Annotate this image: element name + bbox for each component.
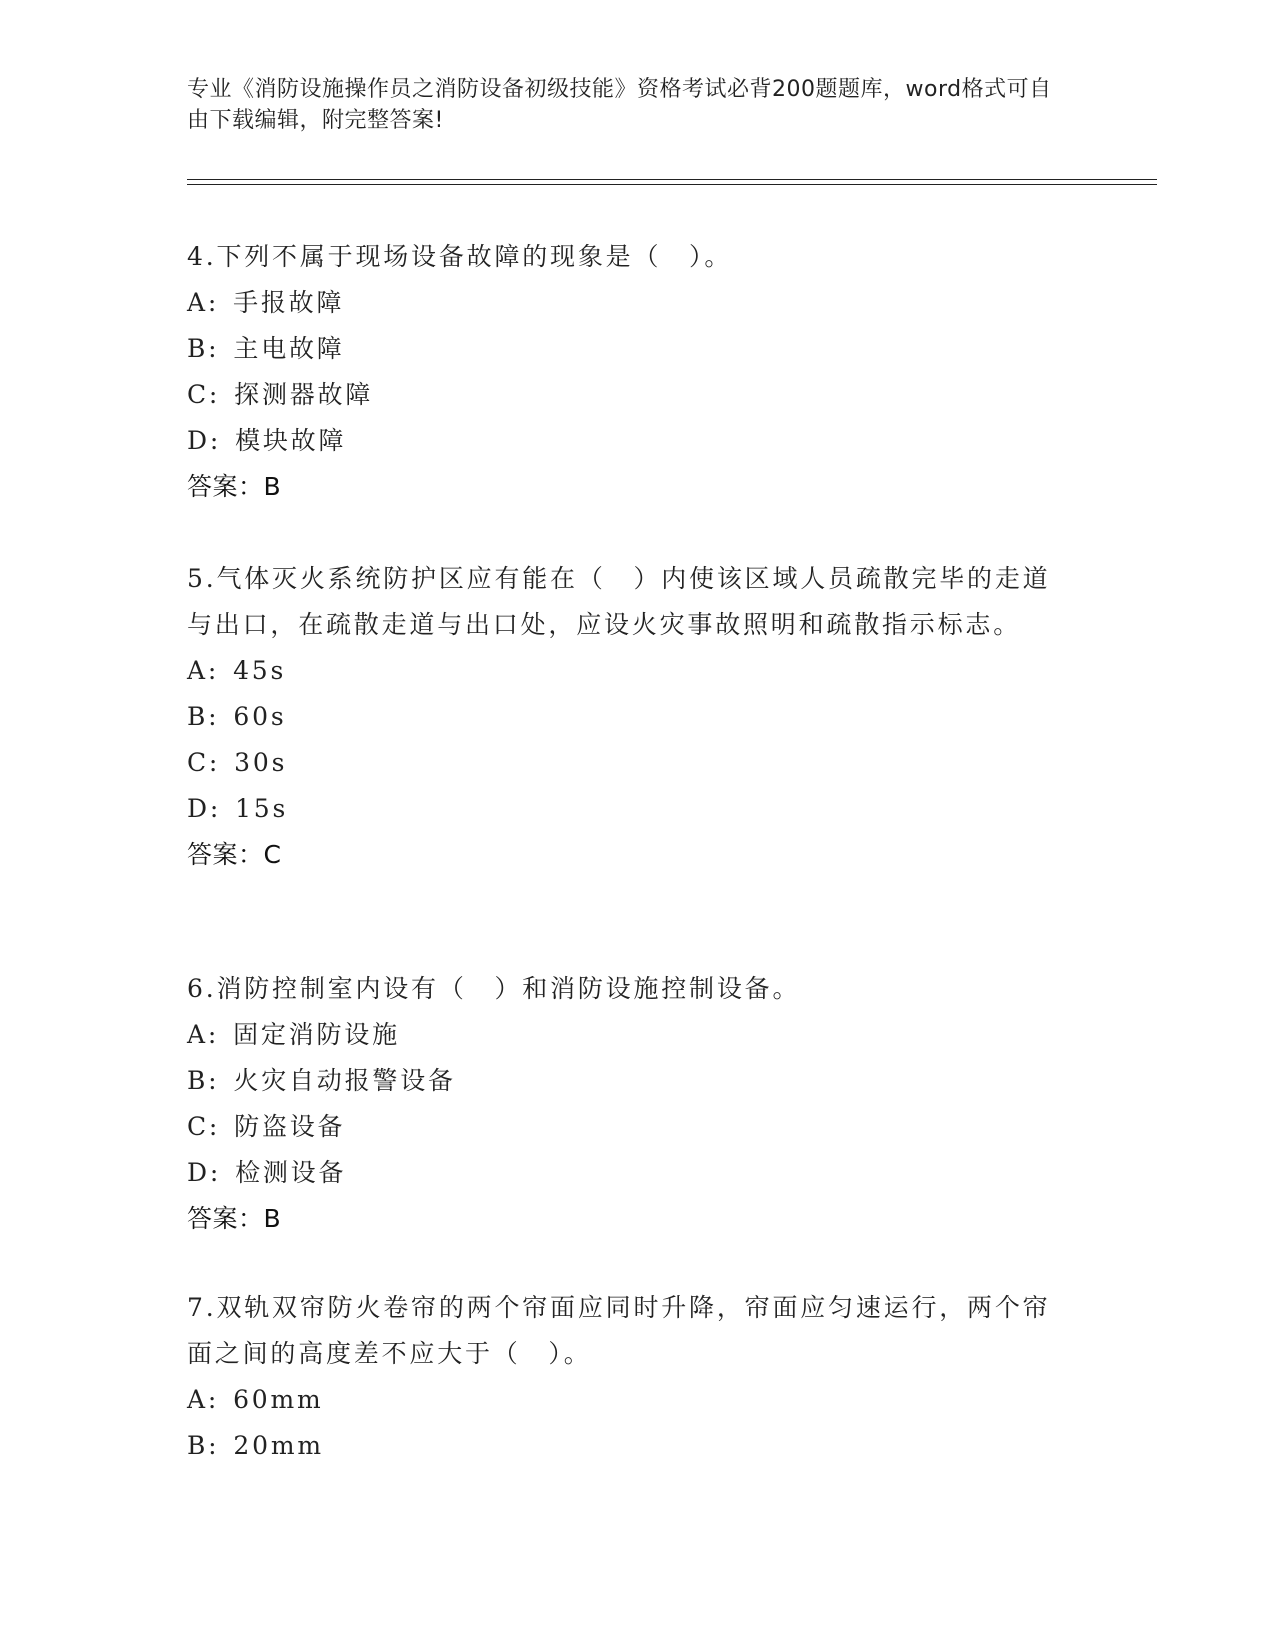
- option-key: D:: [187, 426, 222, 455]
- question-stem: 5.气体灭火系统防护区应有能在（ ）内使该区域人员疏散完毕的走道与出口，在疏散走道与出口处，应设火灾事故照明和疏散指示标志。: [187, 564, 1051, 639]
- option-text: 主电故障: [233, 334, 345, 363]
- option-key: B:: [187, 334, 220, 363]
- option-b: [187, 1058, 1067, 1104]
- question-7: [187, 1285, 1067, 1469]
- option-key: B:: [187, 702, 220, 731]
- option-key: D:: [187, 794, 222, 823]
- option-b: [187, 1423, 1067, 1469]
- option-key: A:: [187, 1385, 220, 1414]
- option-c: [187, 740, 1067, 786]
- option-key: D:: [187, 1158, 222, 1187]
- option-key: C:: [187, 1112, 221, 1141]
- option-text: 15s: [235, 794, 289, 823]
- option-key: C:: [187, 380, 221, 409]
- option-a: [187, 1012, 1067, 1058]
- option-a: [187, 648, 1067, 694]
- option-key: A:: [187, 1020, 220, 1049]
- option-key: C:: [187, 748, 221, 777]
- option-a: [187, 1377, 1067, 1423]
- option-text: 45s: [233, 656, 287, 685]
- answer: 答案：B: [187, 472, 282, 501]
- option-key: A:: [187, 288, 220, 317]
- header-divider-bottom: [187, 184, 1157, 185]
- question-stem: 4.下列不属于现场设备故障的现象是（ ）。: [187, 242, 733, 271]
- option-a: [187, 280, 1067, 326]
- option-text: 20mm: [233, 1431, 324, 1460]
- option-text: 30s: [234, 748, 288, 777]
- option-text: 固定消防设施: [233, 1020, 400, 1049]
- option-text: 探测器故障: [234, 380, 374, 409]
- option-text: 60s: [233, 702, 287, 731]
- option-text: 模块故障: [235, 426, 347, 455]
- option-text: 检测设备: [235, 1158, 347, 1187]
- option-c: [187, 1104, 1067, 1150]
- option-key: B:: [187, 1066, 220, 1095]
- option-c: [187, 372, 1067, 418]
- question-stem: 6.消防控制室内设有（ ）和消防设施控制设备。: [187, 974, 801, 1003]
- question-stem: 7.双轨双帘防火卷帘的两个帘面应同时升降，帘面应匀速运行，两个帘面之间的高度差不应大于（ ）。: [187, 1293, 1051, 1368]
- option-text: 火灾自动报警设备: [233, 1066, 456, 1095]
- question-4: [187, 234, 1067, 510]
- answer: 答案：B: [187, 1204, 282, 1233]
- option-text: 手报故障: [233, 288, 345, 317]
- option-d: [187, 786, 1067, 832]
- question-5: [187, 556, 1067, 878]
- question-6: [187, 966, 1067, 1242]
- option-d: [187, 1150, 1067, 1196]
- option-text: 防盗设备: [234, 1112, 346, 1141]
- option-key: A:: [187, 656, 220, 685]
- header-divider-top: [187, 179, 1157, 180]
- document-header: 专业《消防设施操作员之消防设备初级技能》资格考试必背200题题库，word格式可自由下载编辑，附完整答案!: [187, 77, 1052, 133]
- option-b: [187, 694, 1067, 740]
- option-d: [187, 418, 1067, 464]
- option-text: 60mm: [233, 1385, 324, 1414]
- option-key: B:: [187, 1431, 220, 1460]
- option-b: [187, 326, 1067, 372]
- answer: 答案：C: [187, 840, 282, 869]
